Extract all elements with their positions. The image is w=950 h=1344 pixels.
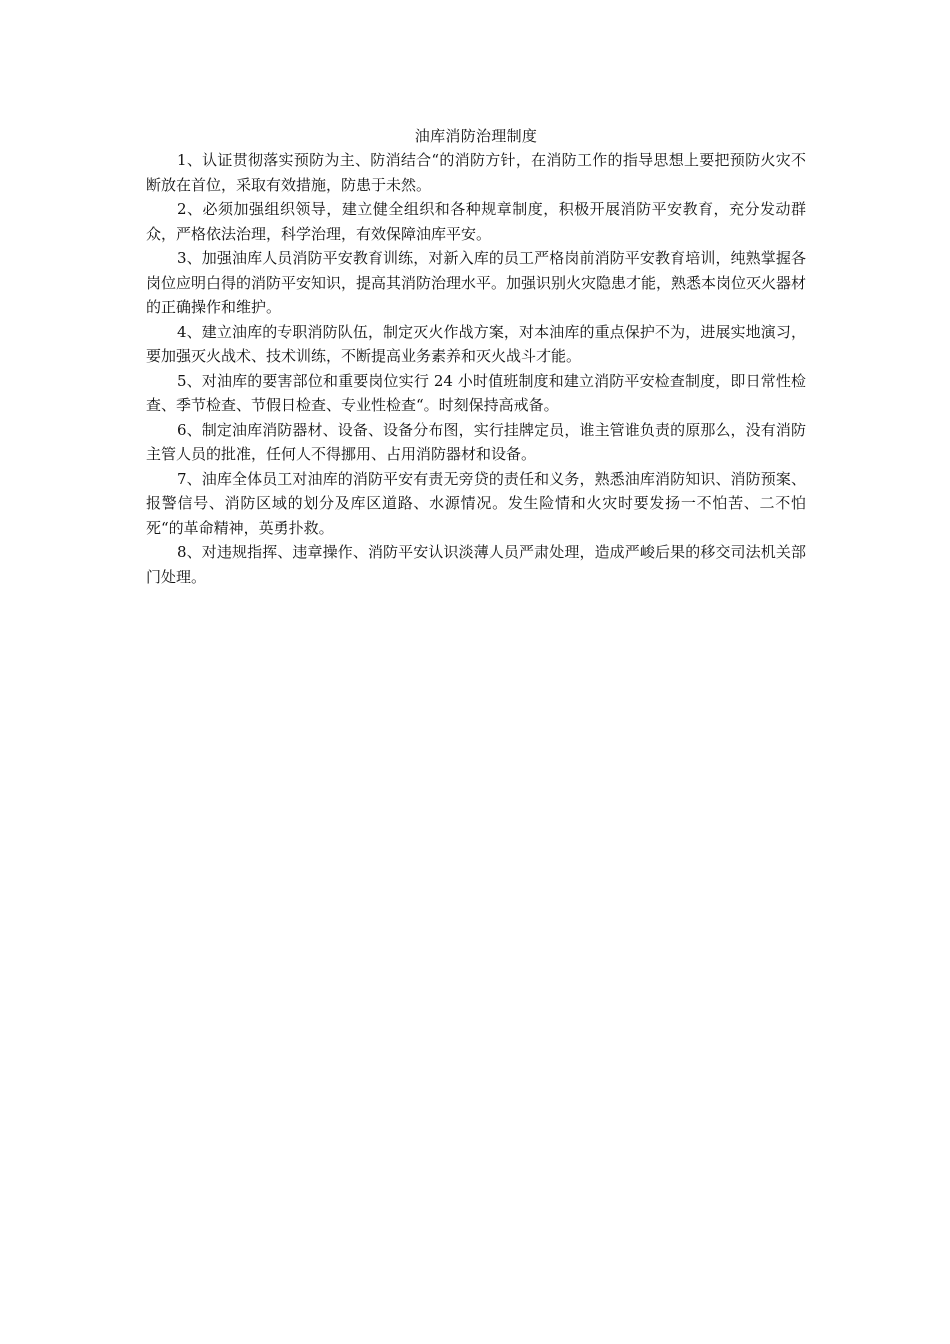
paragraph-2: 2、必须加强组织领导，建立健全组织和各种规章制度，积极开展消防平安教育，充分发动群众，严格依法治理，科学治理，有效保障油库平安。 — [146, 200, 806, 243]
paragraph-7: 7、油库全体员工对油库的消防平安有责无旁贷的责任和义务，熟悉油库消防知识、消防预案、报警信号、消防区域的划分及库区道路、水源情况。发生险情和火灾时要发扬一不怕苦、二不怕死“的革命精神，英勇扑救。 — [146, 469, 806, 537]
paragraph-3: 3、加强油库人员消防平安教育训练，对新入库的员工严格岗前消防平安教育培训，纯熟掌握各岗位应明白得的消防平安知识，提高其消防治理水平。加强识别火灾隐患才能，熟悉本岗位灭火器材的正确操作和维护。 — [146, 249, 807, 316]
document-title: 油库消防治理制度 — [414, 127, 538, 145]
paragraph-5: 5、对油库的要害部位和重要岗位实行 24 小时值班制度和建立消防平安检查制度，即日常性检查、季节检查、节假日检查、专业性检查“。时刻保持高戒备。 — [146, 371, 806, 414]
paragraph-8: 8、对违规指挥、违章操作、消防平安认识淡薄人员严肃处理，造成严峻后果的移交司法机关部门处理。 — [146, 543, 806, 586]
document-body — [146, 124, 806, 589]
paragraph-4: 4、建立油库的专职消防队伍，制定灭火作战方案，对本油库的重点保护不为，进展实地演习，要加强灭火战术、技术训练，不断提高业务素养和灭火战斗才能。 — [146, 322, 806, 365]
paragraph-6: 6、制定油库消防器材、设备、设备分布图，实行挂牌定员，谁主管谁负责的原那么，没有消防主管人员的批准，任何人不得挪用、占用消防器材和设备。 — [146, 420, 806, 463]
paragraph-1: 1、认证贯彻落实预防为主、防消结合“的消防方针，在消防工作的指导思想上要把预防火灾不断放在首位，采取有效措施，防患于未然。 — [146, 151, 806, 194]
